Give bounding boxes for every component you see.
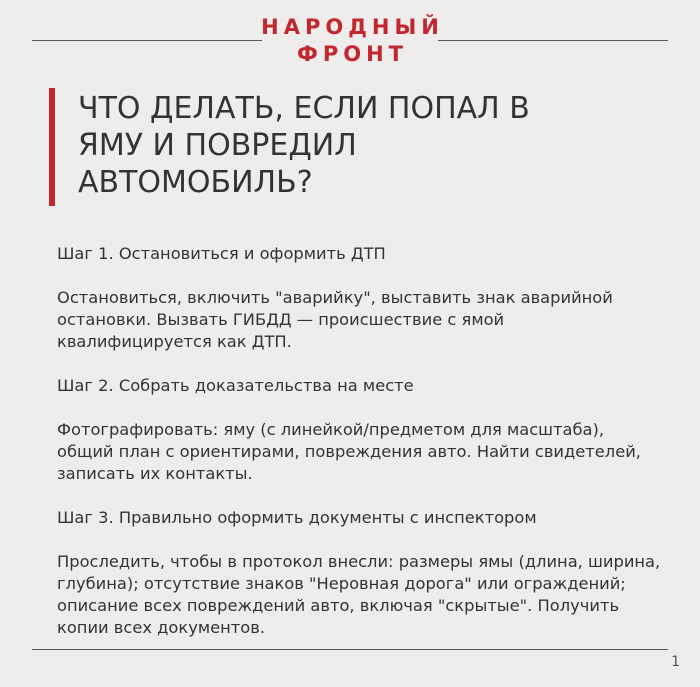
title-accent-bar [49,88,55,206]
text-line: глубина); отсутствие знаков "Неровная дорога" или ограждений; [57,574,626,593]
step-1-heading: Шаг 1. Остановиться и оформить ДТП [57,244,386,263]
text-line: Проследить, чтобы в протокол внесли: размеры ямы (длина, ширина, [57,552,661,571]
logo-line-1: НАРОДНЫЙ [261,15,444,39]
step-3-heading: Шаг 3. Правильно оформить документы с инспектором [57,508,537,527]
header-line-right [438,40,668,41]
text-line: описание всех повреждений авто, включая "скрытые". Получить [57,596,620,615]
logo-line-2: ФРОНТ [297,42,408,66]
text-line: копии всех документов. [57,618,265,637]
footer-line [32,649,668,650]
text-line: квалифицируется как ДТП. [57,332,292,351]
step-3-text [57,551,677,639]
step-2-text [57,419,677,485]
title-line: АВТОМОБИЛЬ? [78,165,313,200]
text-line: остановки. Вызвать ГИБДД — происшествие с ямой [57,310,505,329]
text-line: Остановиться, включить "аварийку", выставить знак аварийной [57,288,613,307]
title-line: ЧТО ДЕЛАТЬ, ЕСЛИ ПОПАЛ В [78,91,530,126]
text-line: общий план с ориентирами, повреждения авто. Найти свидетелей, [57,442,641,461]
page-title [78,90,638,201]
text-line: записать их контакты. [57,464,253,483]
title-line: ЯМУ И ПОВРЕДИЛ [78,128,357,163]
text-line: Фотографировать: яму (с линейкой/предметом для масштаба), [57,420,605,439]
steps-content [57,243,677,661]
step-2-heading: Шаг 2. Собрать доказательства на месте [57,376,414,395]
brand-logo [250,14,450,68]
header-line-left [32,40,262,41]
step-1-text [57,287,677,353]
page-number: 1 [671,654,680,670]
